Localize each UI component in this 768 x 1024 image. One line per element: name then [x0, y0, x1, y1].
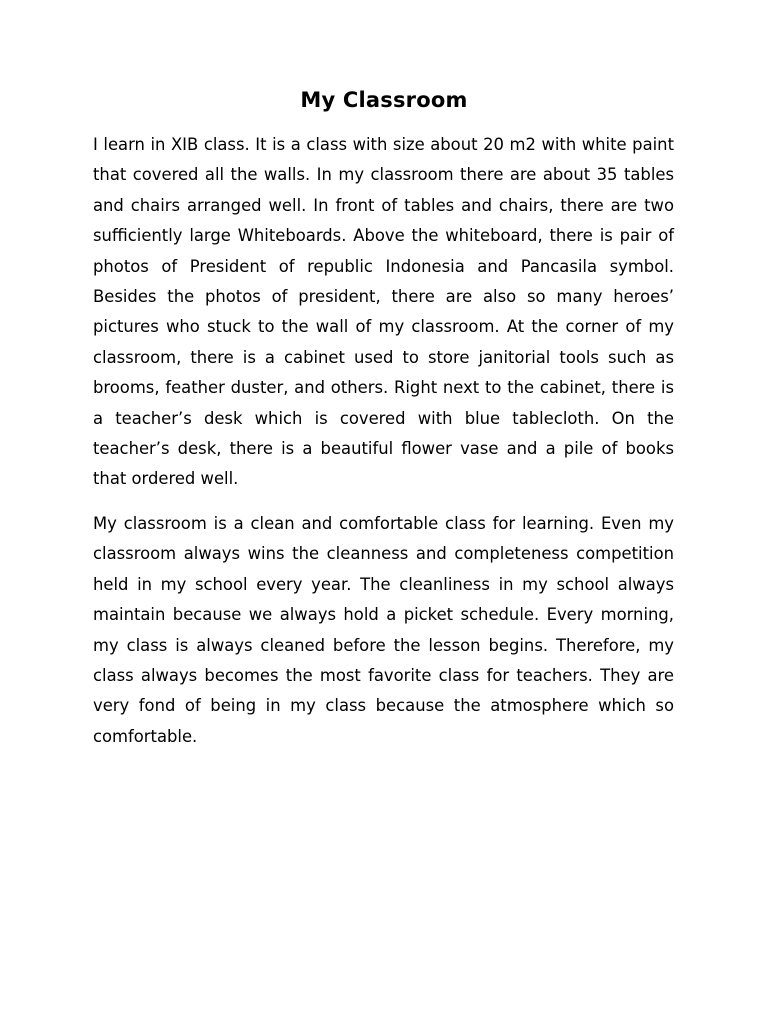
page-title: My Classroom — [300, 88, 468, 112]
paragraph-1: I learn in XIB class. It is a class with size about 20 m2 with white paint that covered all the walls. In my classroom there are about 35 tables and chairs arranged well. In front of tables and chairs, there are two sufficiently large Whiteboards. Above the whiteboard, there is pair of photos of President of republic Indonesia and Pancasila symbol. Besides the photos of president, there are also so many heroes’ pictures who stuck to the wall of my classroom. At the corner of my classroom, there is a cabinet used to store janitorial tools such as brooms, feather duster, and others. Right next to the cabinet, there is a teacher’s desk which is covered with blue tablecloth. On the teacher’s desk, there is a beautiful flower vase and a pile of books that ordered well. — [93, 135, 674, 489]
paragraph-2: My classroom is a clean and comfortable class for learning. Even my classroom always wins the cleanness and completeness competition held in my school every year. The cleanliness in my school always maintain because we always hold a picket schedule. Every morning, my class is always cleaned before the lesson begins. Therefore, my class always becomes the most favorite class for teachers. They are very fond of being in my class because the atmosphere which so comfortable. — [93, 514, 674, 746]
